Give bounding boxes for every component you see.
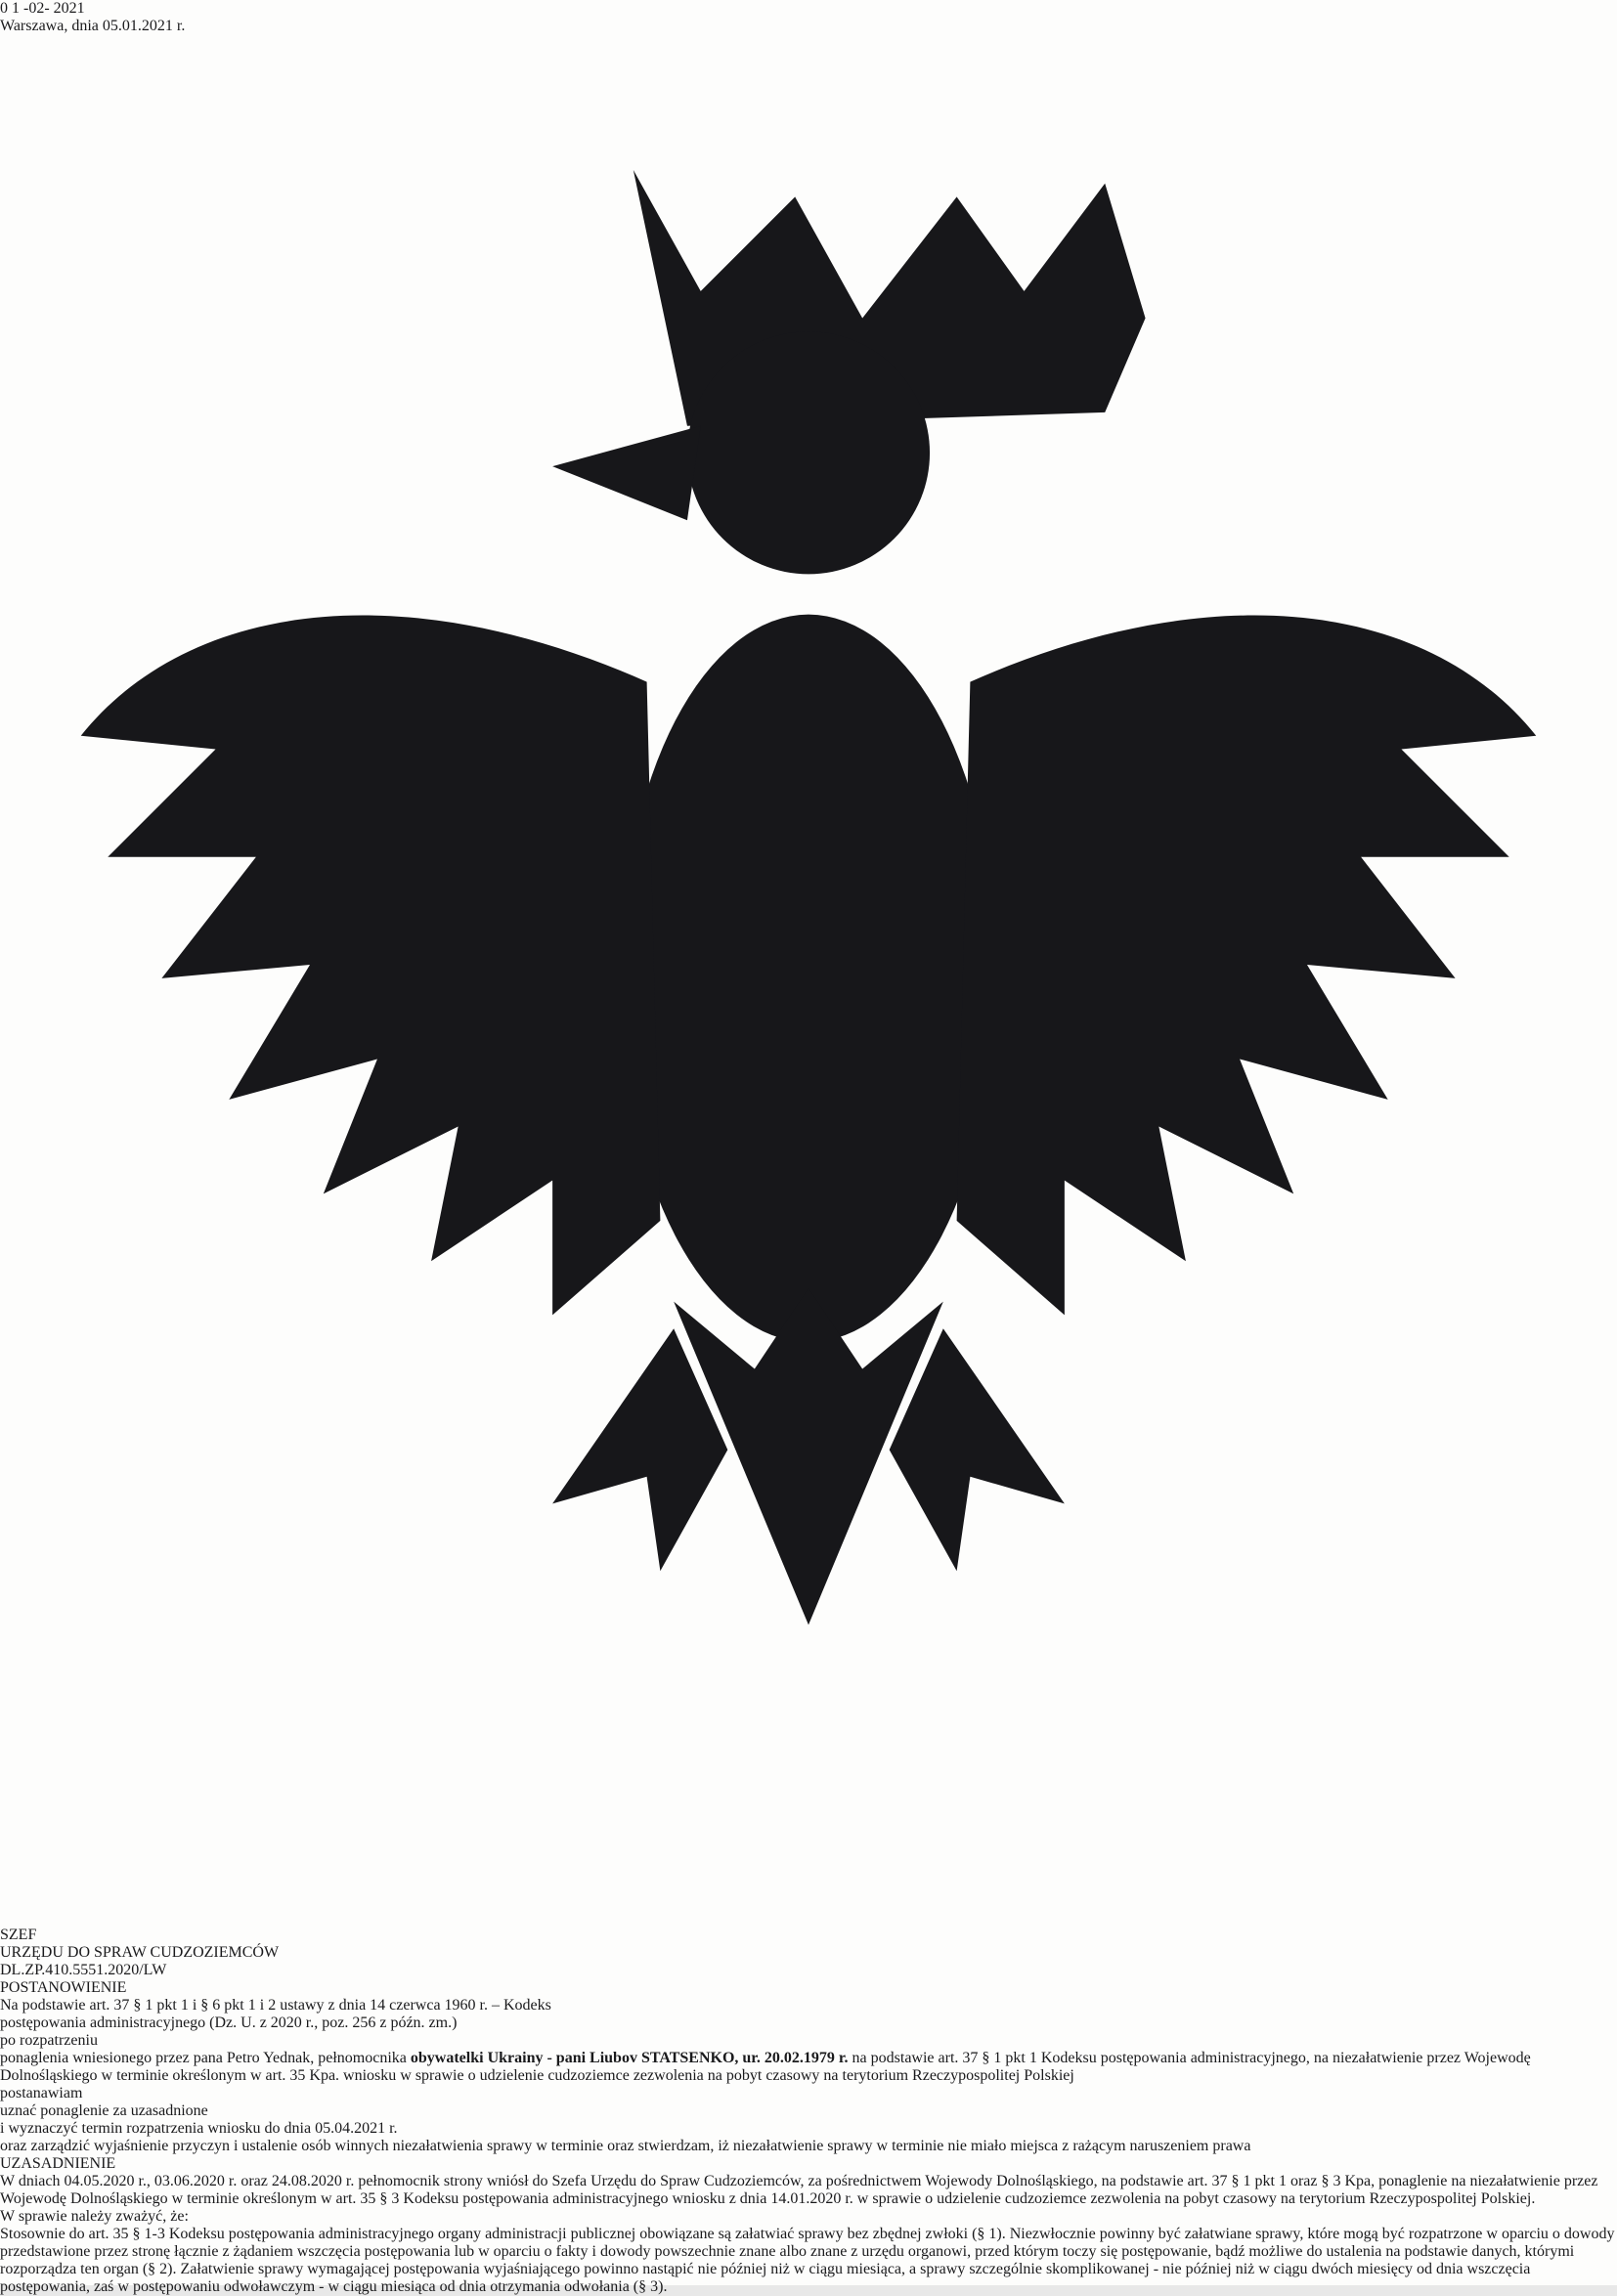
place-and-date-line: Warszawa, dnia 05.01.2021 r. (0, 18, 186, 34)
letterhead (0, 35, 1617, 1979)
justification-heading-row (0, 2155, 1617, 2173)
legal-basis-line2: postępowania administracyjnego (Dz. U. z 2020 r., poz. 256 z późn. zm.) (0, 2014, 458, 2031)
case-reference-number: DL.ZP.410.5551.2020/LW (0, 1961, 167, 1978)
polish-eagle-icon (0, 35, 1617, 1922)
complaint-text-part3: na podstawie art. 37 § 1 pkt 1 Kodeksu postępowania administracyjnego, na niezałatwienie przez Wojewodę Dolnośląskiego w terminie określonym w art. 35 Kpa. wniosku w sprawie o udzielenie cudzoziemce zezwolenia na pobyt czasowy na terytorium Rzeczypospolitej Polskiej (0, 2049, 1531, 2084)
justification-heading: UZASADNIENIE (0, 2154, 116, 2172)
handwritten-slash-mark (54, 61, 59, 154)
applicant-details-bold: obywatelki Ukrainy - pani Liubov STATSENKO, ur. 20.02.1979 r. (410, 2049, 849, 2066)
authority-title-line2: URZĘDU DO SPRAW CUDZOZIEMCÓW (0, 1943, 280, 1961)
legal-basis-line1: Na podstawie art. 37 § 1 pkt 1 i § 6 pkt 1 i 2 ustawy z dnia 14 czerwca 1960 r. – Kodeks (0, 1996, 551, 2014)
consideration-heading: W sprawie należy zważyć, że: (0, 2207, 189, 2225)
resolution-block (0, 2085, 1617, 2155)
resolution-line4: oraz zarządzić wyjaśnienie przyczyn i ustalenie osób winnych niezałatwienia sprawy w terminie oraz stwierdzam, iż niezałatwienie sprawy w terminie nie miało miejsca z rażącym naruszeniem prawa (0, 2137, 1251, 2154)
authority-title-line1: SZEF (0, 1926, 37, 1943)
justification-paragraph: W dniach 04.05.2020 r., 03.06.2020 r. oraz 24.08.2020 r. pełnomocnik strony wniósł do Szefa Urzędu do Spraw Cudzoziemców, za pośrednictwem Wojewody Dolnośląskiego, na podstawie art. 37 § 1 pkt 1 oraz § 3 Kpa, ponaglenie na niezałatwienie przez Wojewodę Dolnośląskiego w terminie określonym w art. 35 § 3 Kodeksu postępowania administracyjnego wniosku z dnia 14.01.2020 r. w sprawie o udzielenie cudzoziemce zezwolenia na pobyt czasowy na terytorium Rzeczypospolitej Polskiej. (0, 2172, 1598, 2207)
po-rozpatrzeniu-line: po rozpatrzeniu (0, 2031, 98, 2049)
consideration-paragraph: Stosownie do art. 35 § 1-3 Kodeksu postępowania administracyjnego organy administracji publicznej obowiązane są załatwiać sprawy bez zbędnej zwłoki (§ 1). Niezwłocznie powinny być załatwiane sprawy, które mogą być rozpatrzone w oparciu o dowody przedstawione przez stronę łącznie z żądaniem wszczęcia postępowania lub w oparciu o fakty i dowody powszechnie znane albo znane z urzędu organowi, przed którym toczy się postępowanie, bądź możliwe do ustalenia na podstawie danych, którymi rozporządza ten organ (§ 2). Załatwienie sprawy wymagającej postępowania wyjaśniającego powinno nastąpić nie później niż w ciągu miesiąca, a sprawy szczególnie skomplikowanej - nie później niż w ciągu dwóch miesięcy od dnia wszczęcia postępowania, zaś w postępowaniu odwoławczym - w ciągu miesiąca od dnia otrzymania odwołania (§ 3). (0, 2225, 1615, 2295)
document-title: POSTANOWIENIE (0, 1978, 127, 1996)
document-title-row (0, 1979, 1617, 1997)
resolution-line1: postanawiam (0, 2084, 83, 2101)
consideration-heading-row (0, 2208, 1617, 2226)
complaint-text-part1: ponaglenia wniesionego przez pana Petro Yednak, pełnomocnika (0, 2049, 411, 2066)
resolution-line2: uznać ponaglenie za uzasadnione (0, 2101, 208, 2119)
complaint-paragraph (0, 2050, 1617, 2085)
legal-basis-paragraph (0, 1997, 1617, 2032)
received-date-stamp: 0 1 -02- 2021 (0, 0, 85, 17)
resolution-line3: i wyznaczyć termin rozpatrzenia wniosku do dnia 05.04.2021 r. (0, 2119, 398, 2137)
